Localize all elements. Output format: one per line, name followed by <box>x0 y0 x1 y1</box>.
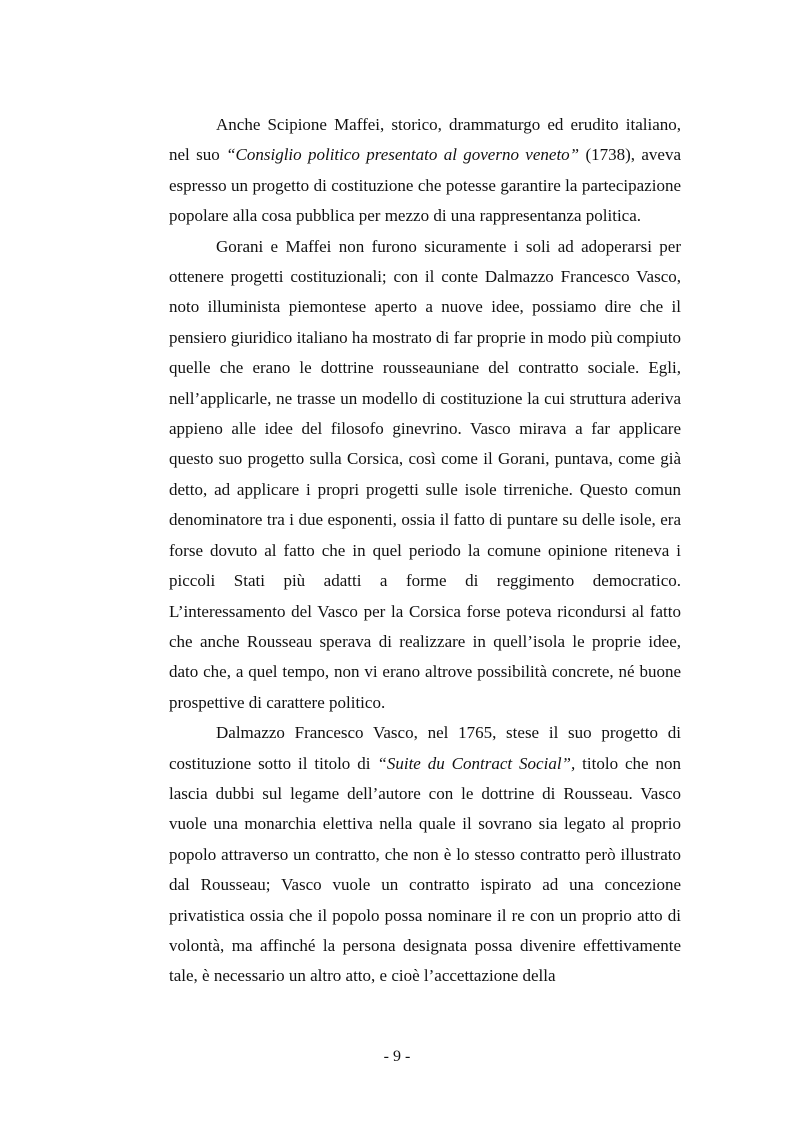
paragraph-2-run-1: Gorani e Maffei non furono sicuramente i soli ad adoperarsi per ottenere progetti costituzionali; con il conte Dalmazzo Francesco Vasco, noto illuminista piemontese aperto a nuove idee, possiamo dire che il pensiero giuridico italiano ha mostrato di far proprie in modo più compiuto quelle che erano le dottrine rousseauniane del contratto sociale. Egli, nell’applicarle, ne trasse un modello di costituzione la cui struttura aderiva appieno alle idee del filosofo ginevrino. Vasco mirava a far applicare questo suo progetto sulla Corsica, così come il Gorani, puntava, come già detto, ad applicare i propri progetti sulle isole tirreniche. Questo comun denominatore tra i due esponenti, ossia il fatto di puntare su delle isole, era forse dovuto al fatto che in quel periodo la comune opinione riteneva i piccoli Stati più adatti a forme di reggimento democratico. L’interessamento del Vasco per la Corsica forse poteva ricondursi al fatto che anche Rousseau sperava di realizzare in quell’isola le proprie idee, dato che, a quel tempo, non vi erano altrove possibilità concrete, né buone prospettive di carattere politico. <box>169 236 681 712</box>
paragraph-3-title-italic: “Suite du Contract Social”, <box>377 753 576 773</box>
page-number: - 9 - <box>383 1048 411 1065</box>
paragraph-1 <box>169 110 681 232</box>
paragraph-1-run-1: Anche Scipione Maffei, storico, drammaturgo ed erudito italiano, nel suo <box>169 115 681 165</box>
page-body <box>169 110 681 992</box>
paragraph-1-run-3: (1738), aveva espresso un progetto di costituzione che potesse garantire la partecipazione popolare alla cosa pubblica per mezzo di una rappresentanza politica. <box>169 145 681 226</box>
paragraph-3-run-1: Dalmazzo Francesco Vasco, nel 1765, stese il suo progetto di costituzione sotto il titolo di <box>169 723 681 773</box>
paragraph-3-run-3: titolo che non lascia dubbi sul legame dell’autore con le dottrine di Rousseau. Vasco vuole una monarchia elettiva nella quale il sovrano sia legato al proprio popolo attraverso un contratto, che non è lo stesso contratto però illustrato dal Rousseau; Vasco vuole un contratto ispirato ad una concezione privatistica ossia che il popolo possa nominare il re con un proprio atto di volontà, ma affinché la persona designata possa divenire effettivamente tale, è necessario un altro atto, e cioè l’accettazione della <box>169 753 681 986</box>
paragraph-1-title-italic: “Consiglio politico presentato al governo veneto” <box>226 145 580 165</box>
paragraph-2 <box>169 232 681 719</box>
paragraph-3 <box>169 718 681 992</box>
